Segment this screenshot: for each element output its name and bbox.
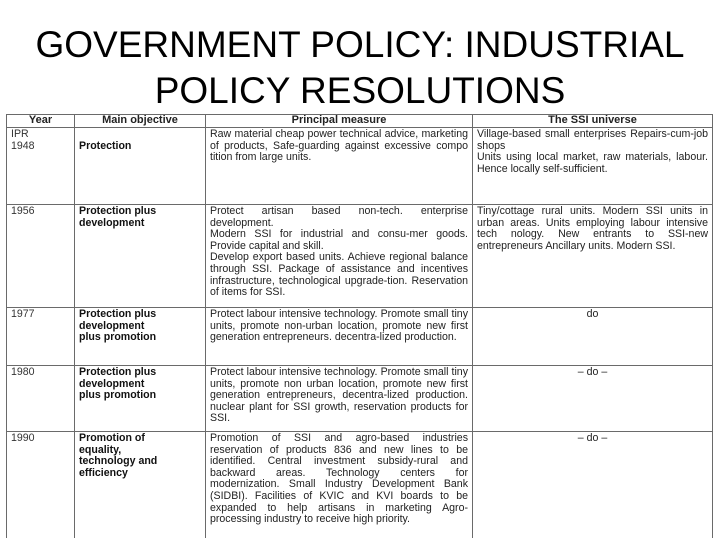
table-header-row: [7, 115, 713, 128]
year-cell: [7, 128, 75, 205]
objective-text: technology and: [79, 455, 158, 468]
title-line-1: GOVERNMENT POLICY: INDUSTRIAL: [35, 24, 685, 65]
measure-cell: [206, 128, 473, 205]
universe-text: Units using local market, raw materials, labour. Hence locally self-sufficient.: [477, 151, 708, 175]
year-text: 1990: [11, 432, 35, 444]
objective-cell: [75, 128, 206, 205]
measure-text: Protect artisan based non-tech. enterprise development.: [210, 205, 468, 229]
title-line-2: POLICY RESOLUTIONS: [154, 70, 566, 111]
universe-text: – do –: [577, 432, 608, 444]
universe-cell: [473, 366, 713, 432]
policy-table-container: [6, 114, 716, 538]
policy-table: [6, 114, 713, 538]
objective-text: plus promotion: [79, 389, 157, 402]
year-cell: [7, 432, 75, 539]
header-principal-measure: Principal measure: [206, 115, 473, 128]
universe-cell: [473, 432, 713, 539]
slide-title: [0, 22, 720, 114]
universe-text: do: [586, 308, 599, 320]
objective-text: Promotion of: [79, 432, 145, 444]
measure-cell: [206, 432, 473, 539]
year-cell: [7, 308, 75, 366]
objective-text: Protection: [79, 140, 132, 152]
universe-text: Village-based small enterprises Repairs-cum-job shops: [477, 128, 708, 152]
objective-cell: [75, 308, 206, 366]
objective-text: development: [79, 377, 145, 390]
universe-cell: [473, 308, 713, 366]
objective-text: development: [79, 319, 145, 332]
measure-cell: [206, 366, 473, 432]
objective-text: development: [79, 216, 145, 229]
header-main-objective: Main objective: [75, 115, 206, 128]
measure-text: Raw material cheap power technical advice, marketing of products, Safe-guarding against excessive compo tition from large units.: [210, 128, 468, 164]
measure-text: Promotion of SSI and agro-based industries reservation of products 836 and new lines to be identified. Central investment subsidy-rural and backward areas. Technology centers for modernization. Small Industry Development Bank (SIDBI). Facilities of KVIC and KVI boards to be expanded to help artisans in marketing Agro-processing industry to receive high priority.: [210, 432, 468, 526]
universe-cell: [473, 205, 713, 308]
year-text: 1977: [11, 308, 35, 320]
objective-cell: [75, 366, 206, 432]
header-year: Year: [7, 115, 75, 128]
objective-text: efficiency: [79, 466, 128, 479]
year-text: 1956: [11, 205, 35, 217]
year-text: 1948: [11, 139, 35, 152]
table-row: [7, 432, 713, 539]
year-cell: [7, 205, 75, 308]
table-row: [7, 366, 713, 432]
objective-cell: [75, 205, 206, 308]
measure-cell: [206, 205, 473, 308]
measure-text: Modern SSI for industrial and consu-mer goods. Provide capital and skill.: [210, 228, 468, 252]
universe-text: – do –: [577, 366, 608, 378]
objective-text: plus promotion: [79, 331, 157, 344]
table-row: [7, 128, 713, 205]
year-cell: [7, 366, 75, 432]
header-ssi-universe: The SSI universe: [473, 115, 713, 128]
objective-text: Protection plus: [79, 308, 157, 320]
universe-text: Tiny/cottage rural units. Modern SSI units in urban areas. Units employing labour intensive tech nology. New entrants to SSI-new entrepreneurs Ancillary units. Modern SSI.: [477, 205, 708, 252]
measure-text: Protect labour intensive technology. Promote small tiny units, promote non-urban location, promote new first generation entrepreneurs. decentra-lized production.: [210, 308, 468, 344]
measure-cell: [206, 308, 473, 366]
measure-text: Develop export based units. Achieve regional balance through SSI. Package of assistance and incentives infrastructure, technological upgrade-tion. Reservation of items for SSI.: [210, 251, 468, 299]
objective-text: Protection plus: [79, 366, 157, 378]
measure-text: Protect labour intensive technology. Promote small tiny units, promote non urban location, promote new first generation entrepreneurs, decentra-lized production. nuclear plant for SSI growth, reservation products for SSI.: [210, 366, 468, 425]
universe-cell: [473, 128, 713, 205]
year-text: IPR: [11, 128, 29, 140]
table-row: [7, 205, 713, 308]
objective-cell: [75, 432, 206, 539]
table-row: [7, 308, 713, 366]
year-text: 1980: [11, 366, 35, 378]
objective-text: equality,: [79, 443, 122, 456]
objective-text: Protection plus: [79, 205, 157, 217]
